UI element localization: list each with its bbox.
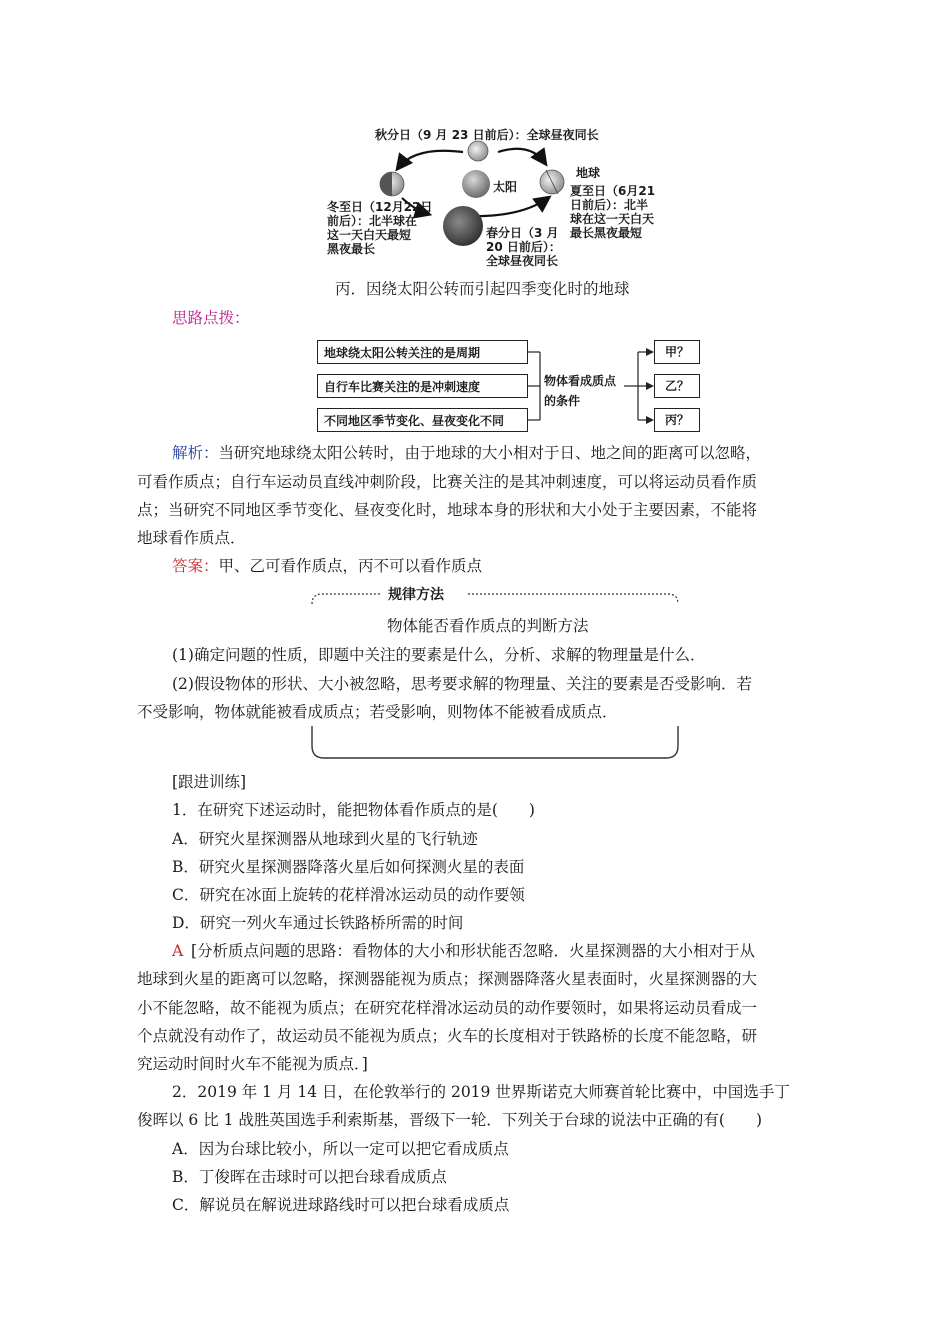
flow-input-3: 不同地区季节变化、昼夜变化不同 — [317, 408, 528, 432]
method-tag: 规律方法 — [388, 587, 444, 603]
q1-explanation-line-2: 地球到火星的距离可以忽略，探测器能视为质点；探测器降落火星表面时，火星探测器的大 — [137, 970, 758, 988]
spring-earth-icon — [443, 206, 483, 246]
flow-output-3: 丙？ — [654, 408, 700, 432]
method-p1: (1)确定问题的性质，即题中关注的要素是什么，分析、求解的物理量是什么． — [172, 646, 706, 664]
q2-stem-line-1: 2．2019 年 1 月 14 日，在伦敦举行的 2019 世界斯诺克大师赛首轮比赛中，中国选手丁 — [172, 1083, 790, 1101]
analysis-line-2: 可看作质点；自行车运动员直线冲刺阶段，比赛关注的是其冲刺速度，可以将运动员看作质 — [137, 473, 758, 491]
q1-option-d: D．研究一列火车通过长铁路桥所需的时间 — [172, 914, 464, 932]
q2-stem-line-2: 俊晖以 6 比 1 战胜英国选手利索斯基，晋级下一轮．下列关于台球的说法中正确的有( ) — [137, 1111, 763, 1129]
spring-label: 春分日（3 月 20 日前后）： 全球昼夜同长 — [486, 226, 561, 268]
hint-label: 思路点拨： — [172, 309, 250, 327]
q2-option-b: B．丁俊晖在击球时可以把台球看成质点 — [172, 1168, 447, 1186]
q1-option-b: B．研究火星探测器降落火星后如何探测火星的表面 — [172, 858, 525, 876]
q1-explanation-line-1: A [分析质点问题的思路：看物体的大小和形状能否忽略．火星探测器的大小相对于从 — [172, 942, 756, 960]
analysis-line-1: 解析：当研究地球绕太阳公转时，由于地球的大小相对于日、地之间的距离可以忽略， — [172, 444, 762, 462]
answer-label: 答案： — [172, 557, 219, 575]
method-p2-line-2: 不受影响，物体就能被看成质点；若受影响，则物体不能被看成质点． — [137, 703, 618, 721]
winter-label: 冬至日（12月22日 前后）：北半球在 这一天白天最短 黑夜最长 — [327, 200, 433, 256]
flow-output-2: 乙？ — [654, 374, 700, 398]
q1-stem: 1．在研究下述运动时，能把物体看作质点的是( ) — [172, 801, 535, 819]
q1-explanation-line-5: 究运动时间时火车不能视为质点．] — [137, 1055, 368, 1073]
figure-caption: 丙．因绕太阳公转而引起四季变化时的地球 — [335, 280, 630, 298]
method-p2-line-1: (2)假设物体的形状、大小被忽略，思考要求解的物理量、关注的要素是否受影响．若 — [172, 675, 752, 693]
q2-option-c: C．解说员在解说进球路线时可以把台球看成质点 — [172, 1196, 510, 1214]
flow-input-1: 地球绕太阳公转关注的是周期 — [317, 340, 528, 364]
sun-label: 太阳 — [493, 180, 518, 194]
sun-icon — [462, 170, 490, 198]
practice-heading: [跟进训练] — [172, 773, 247, 791]
q1-option-c: C．研究在冰面上旋转的花样滑冰运动员的动作要领 — [172, 886, 525, 904]
autumn-earth-icon — [468, 141, 488, 161]
flow-input-2: 自行车比赛关注的是冲刺速度 — [317, 374, 528, 398]
q1-answer: A — [172, 942, 184, 960]
q1-explanation-line-3: 小不能忽略，故不能视为质点；在研究花样滑冰运动员的动作要领时，如果将运动员看成一 — [137, 999, 758, 1017]
q1-option-a: A．研究火星探测器从地球到火星的飞行轨迹 — [172, 830, 478, 848]
q1-explanation-line-4: 个点就没有动作了，故运动员不能视为质点；火车的长度相对于铁路桥的长度不能忽略，研 — [137, 1027, 758, 1045]
flow-middle: 物体看成质点 的条件 — [544, 374, 617, 408]
flow-output-1: 甲？ — [654, 340, 700, 364]
analysis-line-4: 地球看作质点． — [137, 529, 246, 547]
q2-option-a: A．因为台球比较小，所以一定可以把它看成质点 — [172, 1140, 509, 1158]
summer-label: 夏至日（6月21 日前后）：北半 球在这一天白天 最长黑夜最短 — [570, 184, 656, 240]
method-title: 物体能否看作质点的判断方法 — [387, 617, 589, 635]
autumn-label: 秋分日（9 月 23 日前后）：全球昼夜同长 — [375, 128, 599, 142]
analysis-line-3: 点；当研究不同地区季节变化、昼夜变化时，地球本身的形状和大小处于主要因素，不能将 — [137, 501, 758, 519]
analysis-label: 解析： — [172, 444, 219, 462]
answer-line: 答案：甲、乙可看作质点，丙不可以看作质点 — [172, 557, 483, 575]
earth-label: 地球 — [576, 166, 601, 180]
